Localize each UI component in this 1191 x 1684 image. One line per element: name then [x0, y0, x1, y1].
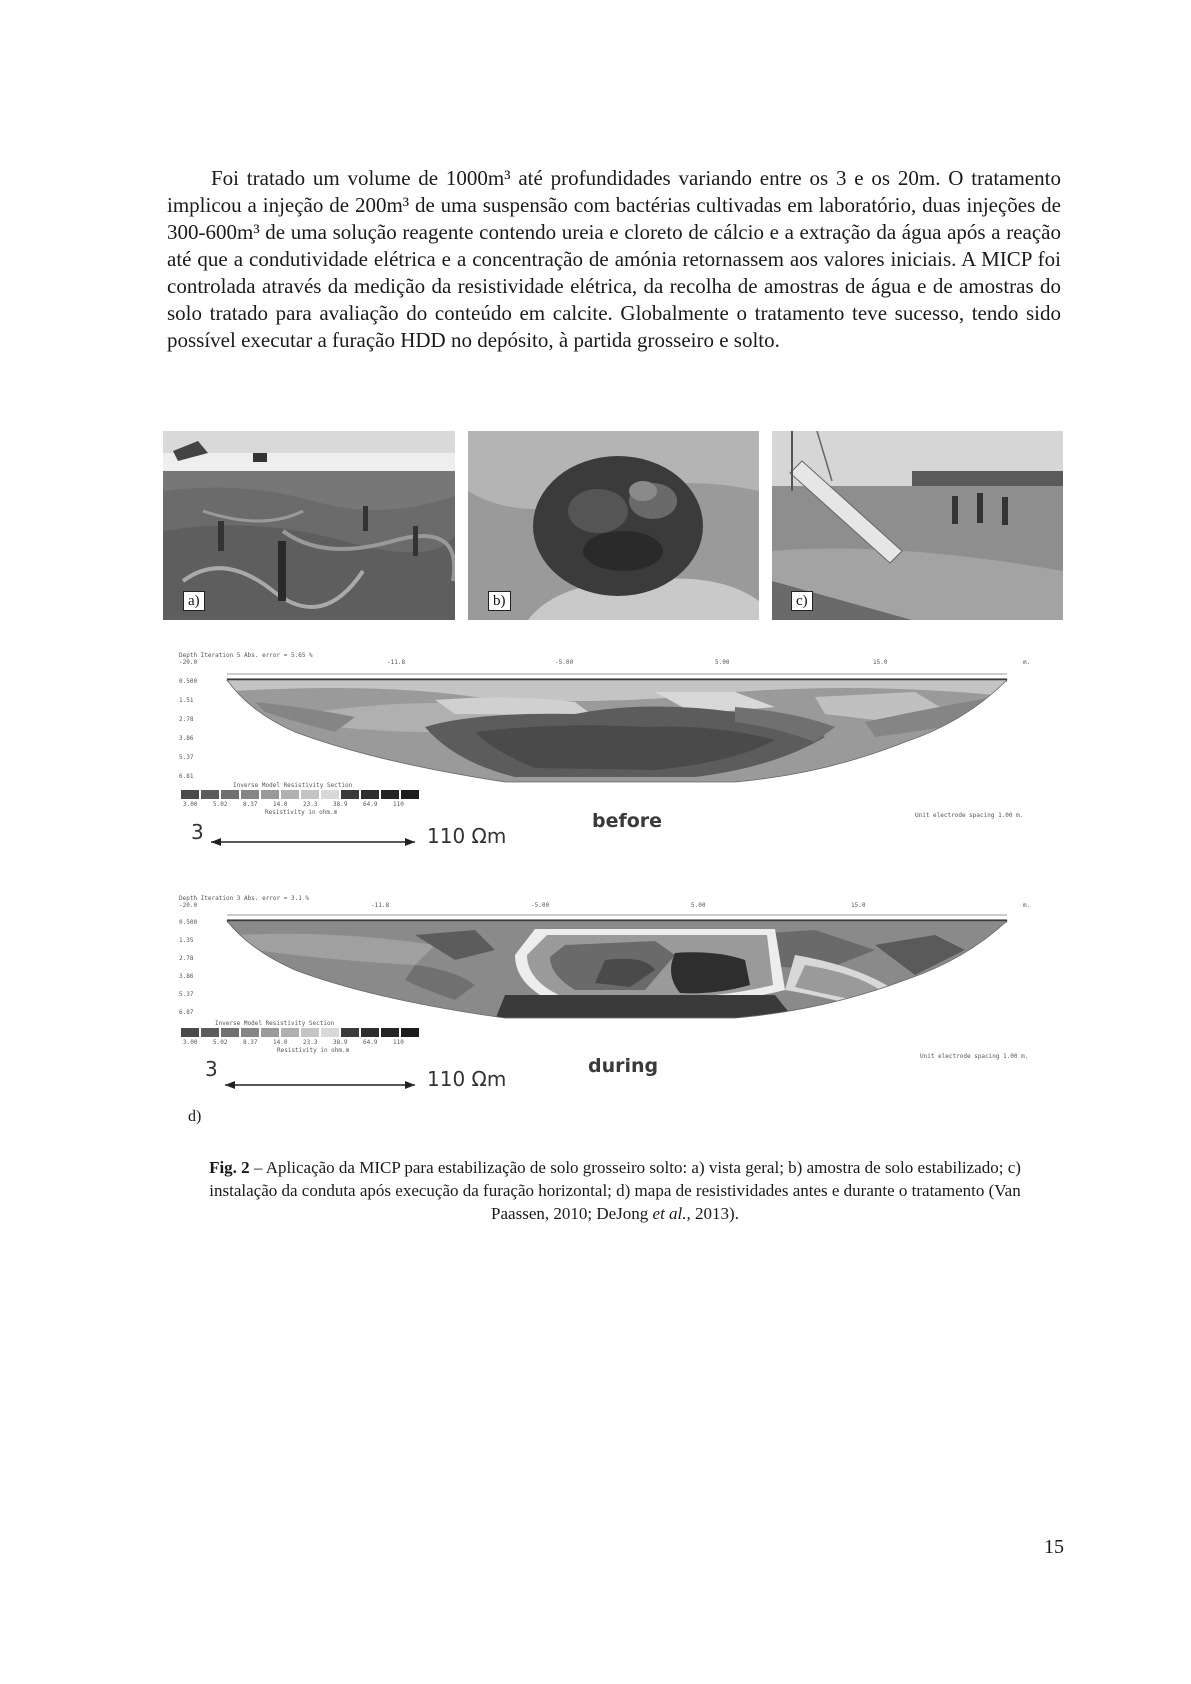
- resistivity-during-panel: [175, 895, 1045, 1105]
- legend-value: 14.0: [273, 801, 288, 808]
- x-tick: -20.0: [179, 659, 198, 666]
- legend-value: 5.02: [213, 1039, 228, 1046]
- photo-label-a: a): [183, 591, 205, 611]
- scale-min: 3: [205, 1057, 218, 1081]
- photo-pipe-installation: [772, 431, 1063, 620]
- legend-value: 23.3: [303, 801, 318, 808]
- depth-tick: 0.500: [179, 919, 198, 926]
- resistivity-before-panel: [175, 652, 1045, 862]
- legend-value: 38.9: [333, 801, 348, 808]
- legend-value: 8.37: [243, 801, 258, 808]
- legend-value: 14.0: [273, 1039, 288, 1046]
- legend-value: 38.9: [333, 1039, 348, 1046]
- scale-min: 3: [191, 820, 204, 844]
- depth-tick: 2.78: [179, 716, 194, 723]
- soil-sample-image: [468, 431, 759, 620]
- x-tick: m.: [1023, 902, 1031, 909]
- legend-value: 5.02: [213, 801, 228, 808]
- legend-unit: Resistivity in ohm.m: [277, 1047, 350, 1054]
- depth-tick: 3.86: [179, 735, 194, 742]
- legend-value: 110: [393, 1039, 404, 1046]
- pipe-installation-image: [772, 431, 1063, 620]
- legend-value: 23.3: [303, 1039, 318, 1046]
- x-tick: 5.00: [691, 902, 706, 909]
- page-number: 15: [1044, 1536, 1064, 1558]
- panel-label-d: d): [188, 1108, 202, 1125]
- legend-value: 110: [393, 801, 404, 808]
- legend-value: 3.00: [183, 801, 198, 808]
- legend-title: Inverse Model Resistivity Section: [215, 1020, 335, 1027]
- photo-label-b: b): [488, 591, 511, 611]
- depth-tick: 3.86: [179, 973, 194, 980]
- legend-value: 64.9: [363, 801, 378, 808]
- figure-caption: [190, 1156, 1040, 1225]
- photo-site-overview: [163, 431, 455, 620]
- section-tag-before: before: [592, 810, 663, 832]
- figure-number: Fig. 2: [209, 1158, 250, 1177]
- section-header: Depth Iteration 5 Abs. error = 5.65 %: [179, 652, 313, 659]
- site-overview-image: [163, 431, 455, 620]
- caption-et-al: et al.,: [652, 1204, 691, 1223]
- photo-label-c: c): [791, 591, 813, 611]
- legend-value: 8.37: [243, 1039, 258, 1046]
- x-tick: -11.8: [387, 659, 406, 666]
- depth-tick: 5.37: [179, 754, 194, 761]
- depth-tick: 5.37: [179, 991, 194, 998]
- legend-title: Inverse Model Resistivity Section: [233, 782, 353, 789]
- spacing-note: Unit electrode spacing 1.00 m.: [915, 812, 1024, 819]
- caption-text-end: 2013).: [690, 1204, 739, 1223]
- scale-max: 110 Ωm: [427, 824, 507, 848]
- depth-tick: 0.500: [179, 678, 198, 685]
- depth-tick: 1.35: [179, 937, 194, 944]
- scale-max: 110 Ωm: [427, 1067, 507, 1091]
- x-tick: 15.0: [873, 659, 888, 666]
- x-tick: m.: [1023, 659, 1031, 666]
- photo-soil-sample: [468, 431, 759, 620]
- body-paragraph: Foi tratado um volume de 1000m³ até profundidades variando entre os 3 e os 20m. O tratamento implicou a injeção de 200m³ de uma suspensão com bactérias cultivadas em laboratório, duas injeções de 300-600m³ de uma solução reagente contendo ureia e cloreto de cálcio e a extração da água após a reação até que a condutividade elétrica e a concentração de amónia retornassem aos valores iniciais. A MICP foi controlada através da medição da resistividade elétrica, da recolha de amostras de água e de amostras do solo tratado para avaliação do conteúdo em calcite. Globalmente o tratamento teve sucesso, tendo sido possível executar a furação HDD no depósito, à partida grosseiro e solto.: [167, 166, 1061, 352]
- x-tick: 15.0: [851, 902, 866, 909]
- x-tick: -11.8: [371, 902, 390, 909]
- depth-tick: 2.78: [179, 955, 194, 962]
- x-tick: 5.00: [715, 659, 730, 666]
- x-tick: -5.00: [555, 659, 574, 666]
- legend-value: 3.00: [183, 1039, 198, 1046]
- section-header: Depth Iteration 3 Abs. error = 3.1 %: [179, 895, 310, 902]
- section-tag-during: during: [588, 1055, 659, 1077]
- spacing-note: Unit electrode spacing 1.00 m.: [920, 1053, 1029, 1060]
- depth-tick: 6.87: [179, 1009, 194, 1016]
- depth-tick: 6.81: [179, 773, 194, 780]
- legend-unit: Resistivity in ohm.m: [265, 809, 338, 816]
- depth-tick: 1.51: [179, 697, 194, 704]
- caption-text: – Aplicação da MICP para estabilização de solo grosseiro solto: a) vista geral; b) amostra de solo estabilizado; c) instalação da conduta após execução da furação horizontal; d) mapa de resistividades antes e durante o tratamento (Van Paassen, 2010; DeJong: [209, 1158, 1021, 1223]
- legend-value: 64.9: [363, 1039, 378, 1046]
- x-tick: -5.00: [531, 902, 550, 909]
- x-tick: -20.0: [179, 902, 198, 909]
